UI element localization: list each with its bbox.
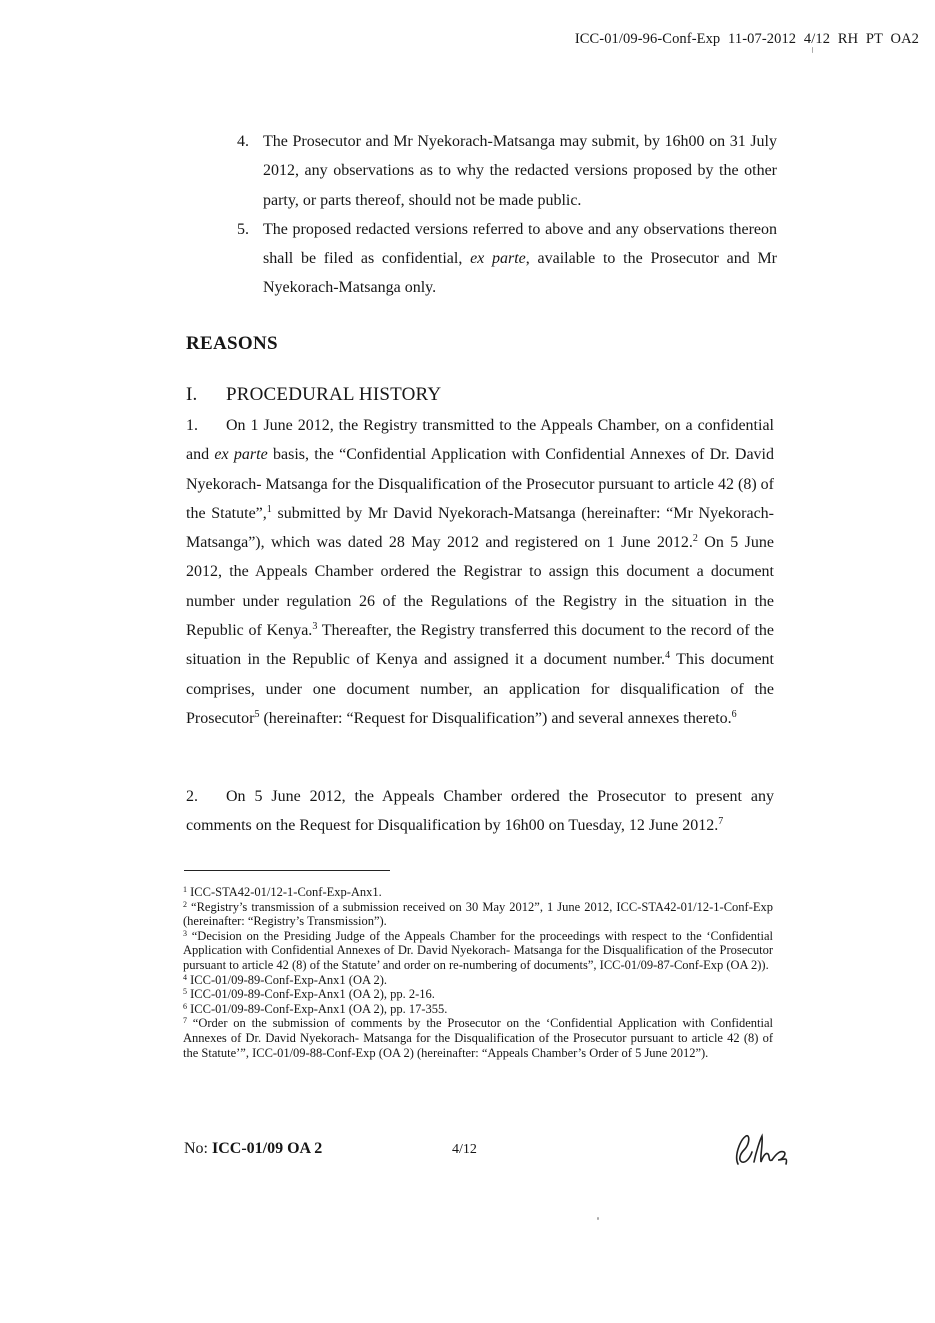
footer-page-number: 4/12: [452, 1142, 477, 1157]
order-item: [237, 127, 777, 215]
footnote-marker: 5: [183, 987, 187, 997]
footnote-reference: 2: [692, 533, 698, 545]
stamp-case-number: ICC-01/09-96-Conf-Exp: [574, 31, 721, 47]
footnote-text: ICC-01/09-89-Conf-Exp-Anx1 (OA 2).: [190, 972, 387, 987]
footnote: [183, 885, 773, 900]
stamp-code-rh: RH: [837, 31, 859, 47]
footnote: [183, 900, 773, 929]
signature-initials: [730, 1130, 792, 1174]
paragraph-number: 2.: [186, 788, 198, 805]
footer-no-label: No:: [184, 1140, 208, 1157]
italic-term: ex parte: [470, 250, 526, 268]
footnote-text: ICC-01/09-89-Conf-Exp-Anx1 (OA 2), pp. 17-355.: [190, 1001, 448, 1016]
footnote-text: “Order on the submission of comments by the Prosecutor on the ‘Confidential Application with Confidential Annexes of Dr. David Nyekorach- Matsanga for the Disqualification of the Prosecutor pursuant to article 42 (8) of the Statute’”, ICC-01/09-88-Conf-Exp (OA 2) (hereinafter: “Appeals Chamber’s Order of 5 June 2012”).: [183, 1016, 774, 1060]
paragraph: [186, 782, 774, 841]
footnote-reference: 3: [312, 621, 318, 633]
footnote-text: “Registry’s transmission of a submission received on 30 May 2012”, 1 June 2012, ICC-STA42-01/12-1-Conf-Exp (hereinafter: “Registry’s Transmission”).: [183, 899, 773, 929]
footnote-text: “Decision on the Presiding Judge of the Appeals Chamber for the proceedings with respect to the ‘Confidential Application with Confidential Annexes of Dr. David Nyekorach- Matsanga for the Disqualification of the Prosecutor pursuant to article 42 (8) of the Statute’ and order on re-numbering of documents”, ICC-01/09-87-Conf-Exp (OA 2)).: [183, 928, 774, 972]
footnote: [183, 929, 773, 973]
stamp-page: 4/12: [803, 31, 831, 47]
order-list: [237, 127, 777, 303]
order-item-number: 4.: [237, 133, 249, 150]
order-item-text: The Prosecutor and Mr Nyekorach-Matsanga may submit, by 16h00 on 31 July 2012, any observations as to why the redacted versions proposed by the other party, or parts thereof, should not be made public.: [263, 133, 777, 209]
section-numeral: I.: [186, 384, 198, 405]
footnote-marker: 4: [183, 972, 187, 982]
section-title: PROCEDURAL HISTORY: [226, 384, 442, 405]
footnote-marker: 1: [183, 885, 187, 894]
footnote-reference: 5: [254, 708, 260, 720]
paragraph: [186, 411, 774, 733]
footnote: [183, 987, 773, 1002]
footnote: [183, 1002, 773, 1017]
footnote-reference: 4: [665, 650, 671, 662]
document-stamp: [571, 31, 919, 48]
stamp-code-oa: OA2: [890, 31, 919, 47]
footnote-reference: 7: [718, 816, 724, 828]
footnote-marker: 6: [183, 1001, 187, 1011]
scan-speck: [597, 1217, 599, 1220]
footnote-text: ICC-STA42-01/12-1-Conf-Exp-Anx1.: [190, 885, 382, 899]
section-heading: [186, 384, 441, 406]
paragraph-text: On 5 June 2012, the Appeals Chamber ordered the Prosecutor to present any comments on the Request for Disqualification by 16h00 on Tuesday, 12 June 2012.$^7$: [186, 788, 774, 835]
footnotes: [183, 885, 773, 1060]
footer-case-number: [184, 1140, 322, 1158]
order-item-text: The proposed redacted versions referred to above and any observations thereon shall be filed as confidential, ex parte, available to the Prosecutor and Mr Nyekorach-Matsanga only.: [263, 220, 778, 297]
footnote-text: ICC-01/09-89-Conf-Exp-Anx1 (OA 2), pp. 2-16.: [190, 987, 435, 1002]
footnote: [183, 973, 773, 988]
reasons-heading: REASONS: [186, 333, 278, 354]
footnote-marker: 3: [183, 928, 187, 938]
footnote-reference: 1: [266, 503, 272, 515]
order-item-number: 5.: [237, 220, 249, 238]
stamp-date: 11-07-2012: [728, 31, 797, 47]
footnote-separator: [184, 870, 390, 871]
footnote-marker: 7: [183, 1016, 187, 1026]
paragraph-text: On 1 June 2012, the Registry transmitted to the Appeals Chamber, on a confidential and ex parte basis, the “Confidential Application with Confidential Annexes of Dr. David Nyekorach- Matsanga for the Disqualification of the Prosecutor pursuant to article 42 (8) of the Statute”,$^1$ submitted by Mr David Nyekorach-Matsanga (hereinafter: “Mr Nyekorach-Matsanga”), which was dated 28 May 2012 and registered on 1 June 2012.$^2$ On 5 June 2012, the Appeals Chamber ordered the Registrar to assign this document a document number under regulation 26 of the Regulations of the Registry in the situation in the Republic of Kenya.$^3$ Thereafter, the Registry transferred this document to the record of the situation in the Republic of Kenya and assigned it a document number.$^4$ This document comprises, under one document number, an application for disqualification of the Prosecutor$^5$ (hereinafter: “Request for Disqualification”) and several annexes thereto.$^6$: [186, 417, 775, 727]
order-item: [237, 215, 777, 303]
footnote-marker: 2: [183, 899, 187, 909]
footnote: [183, 1016, 773, 1060]
scan-speck: [812, 47, 813, 53]
footer-case-id: ICC-01/09 OA 2: [212, 1140, 323, 1157]
paragraph-number: 1.: [186, 417, 198, 434]
italic-term: ex parte: [214, 446, 268, 464]
footnote-reference: 6: [731, 708, 737, 720]
stamp-code-pt: PT: [865, 31, 883, 47]
